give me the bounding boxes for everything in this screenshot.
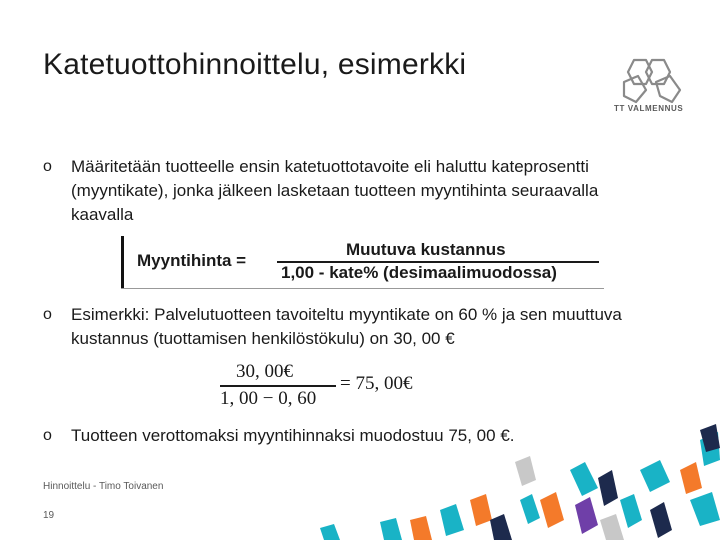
footer-text: Hinnoittelu - Timo Toivanen [43,481,164,492]
logo-text: TT VALMENNUS [614,104,684,113]
formula-general [121,236,604,288]
formula-example-denominator: 1, 00 − 0, 60 [220,388,317,409]
fraction-bar [220,385,336,387]
formula-example-result: = 75, 00€ [340,373,413,394]
formula-lhs: Myyntihinta = [137,251,247,270]
bullet-text: Tuotteen verottomaksi myyntihinnaksi muodostuu 75, 00 €. [71,426,515,445]
formula-example [220,360,440,412]
formula-denominator: 1,00 - kate% (desimaalimuodossa) [281,263,557,282]
formula-example-numerator: 30, 00€ [236,361,293,382]
bullet-marker: o [43,158,52,175]
formula-numerator: Muutuva kustannus [346,240,506,259]
page-number: 19 [43,510,55,521]
bullet-marker: o [43,427,52,444]
bullet-text: Esimerkki: Palvelutuotteen tavoiteltu myyntikate on 60 % ja sen muuttuva kustannus (tuottamisen henkilöstökulu) on 30, 00 € [71,305,622,348]
bullet-text: Määritetään tuotteelle ensin katetuottotavoite eli haluttu kateprosentti (myyntikate), jonka jälkeen lasketaan tuotteen myyntihinta seuraavalla kaavalla [71,157,599,224]
bullet-marker: o [43,306,52,323]
slide-title: Katetuottohinnoittelu, esimerkki [43,48,467,81]
